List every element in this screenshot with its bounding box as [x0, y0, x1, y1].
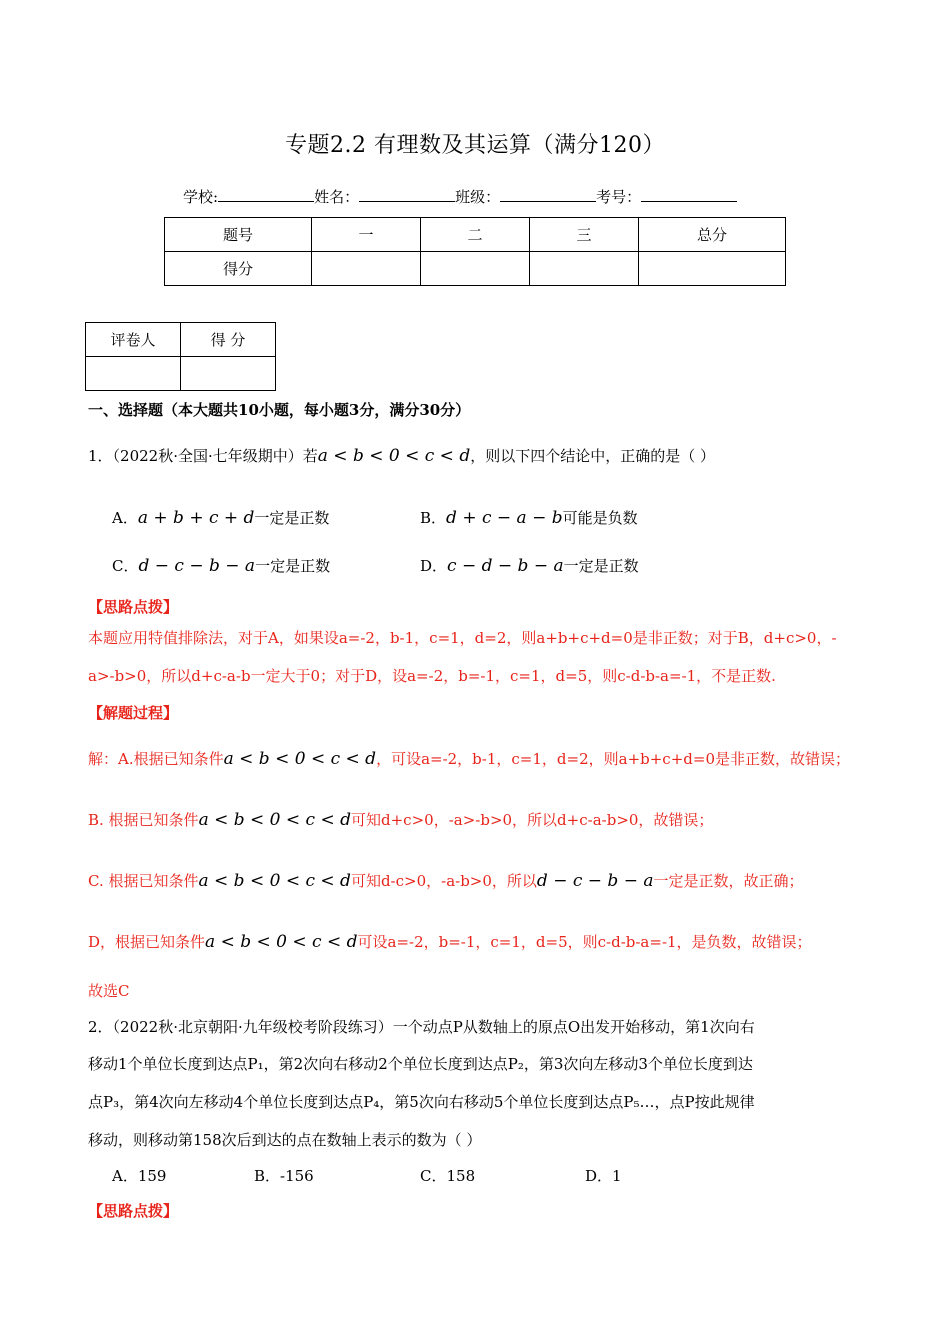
- score-header-cell: 三: [530, 218, 639, 252]
- score-cell[interactable]: [530, 252, 639, 286]
- school-label: 学校:: [183, 188, 219, 206]
- q1-option-c: C．d − c − b − a一定是正数: [112, 556, 331, 576]
- grader-score-cell[interactable]: [181, 357, 276, 391]
- exam-no-blank[interactable]: [641, 187, 737, 202]
- score-cell[interactable]: [312, 252, 421, 286]
- name-blank[interactable]: [359, 187, 455, 202]
- exam-no-label: 考号：: [596, 188, 642, 206]
- score-cell[interactable]: [639, 252, 786, 286]
- question-2-line: 移动1个单位长度到达点P₁，第2次向右移动2个单位长度到达点P₂，第3次向左移动3个单位长度到达: [88, 1055, 753, 1073]
- reviewer-label: 评卷人: [86, 323, 181, 357]
- solution-tag: 【解题过程】: [88, 704, 179, 722]
- score-header-cell: 题号: [165, 218, 312, 252]
- q1-option-d: D．c − d − b − a一定是正数: [420, 556, 639, 576]
- score-header-cell: 一: [312, 218, 421, 252]
- class-label: 班级：: [455, 188, 501, 206]
- score-header-cell: 总分: [639, 218, 786, 252]
- q2-option-b: B．-156: [254, 1167, 314, 1185]
- q2-option-d: D．1: [585, 1167, 622, 1185]
- score-row-label: 得分: [165, 252, 312, 286]
- student-info-line: [183, 186, 737, 207]
- q2-option-a: A．159: [112, 1167, 167, 1185]
- q1-option-b: B．d + c − a − b可能是负数: [420, 508, 638, 528]
- reviewer-cell[interactable]: [86, 357, 181, 391]
- section-heading: 一、选择题（本大题共10小题，每小题3分，满分30分）: [88, 401, 471, 419]
- solution-a: 解：A.根据已知条件a < b < 0 < c < d，可设a=-2，b-1，c=1，d=2，则a+b+c+d=0是非正数，故错误；: [88, 749, 850, 769]
- question-1: 1．（2022秋·全国·七年级期中）若a < b < 0 < c < d，则以下四个结论中，正确的是（ ）: [88, 446, 715, 466]
- question-2-line: 点P₃，第4次向左移动4个单位长度到达点P₄，第5次向右移动5个单位长度到达点P₅…，点P按此规律: [88, 1093, 755, 1111]
- solution-c: C. 根据已知条件a < b < 0 < c < d可知d-c>0，-a-b>0，所以d − c − b − a一定是正数，故正确；: [88, 871, 804, 891]
- name-label: 姓名：: [314, 188, 360, 206]
- answer-1: 故选C: [88, 982, 130, 1000]
- score-header-cell: 二: [421, 218, 530, 252]
- grader-table: [85, 322, 276, 391]
- hint-line: a>-b>0，所以d+c-a-b一定大于0；对于D，设a=-2，b=-1，c=1，d=5，则c-d-b-a=-1，不是正数.: [88, 667, 776, 685]
- q2-option-c: C．158: [420, 1167, 476, 1185]
- question-2-line: 2．（2022秋·北京朝阳·九年级校考阶段练习）一个动点P从数轴上的原点O出发开始移动，第1次向右: [88, 1018, 755, 1036]
- hint-line: 本题应用特值排除法，对于A，如果设a=-2，b-1，c=1，d=2，则a+b+c+d=0是非正数；对于B，d+c>0，-: [88, 629, 837, 647]
- question-2-line: 移动，则移动第158次后到达的点在数轴上表示的数为（ ）: [88, 1131, 482, 1149]
- school-blank[interactable]: [218, 187, 314, 202]
- hint-tag: 【思路点拨】: [88, 598, 179, 616]
- q1-option-a: A．a + b + c + d一定是正数: [112, 508, 330, 528]
- solution-d: D，根据已知条件a < b < 0 < c < d可设a=-2，b=-1，c=1，d=5，则c-d-b-a=-1，是负数，故错误；: [88, 932, 812, 952]
- class-blank[interactable]: [500, 187, 596, 202]
- page-title: 专题2.2 有理数及其运算（满分120）: [285, 133, 665, 158]
- solution-b: B. 根据已知条件a < b < 0 < c < d可知d+c>0，-a>-b>0，所以d+c-a-b>0，故错误；: [88, 810, 714, 830]
- score-cell[interactable]: [421, 252, 530, 286]
- hint-tag-2: 【思路点拨】: [88, 1202, 179, 1220]
- grader-score-label: 得 分: [181, 323, 276, 357]
- q1-condition: a < b < 0 < c < d: [317, 446, 471, 466]
- score-table: [164, 217, 786, 286]
